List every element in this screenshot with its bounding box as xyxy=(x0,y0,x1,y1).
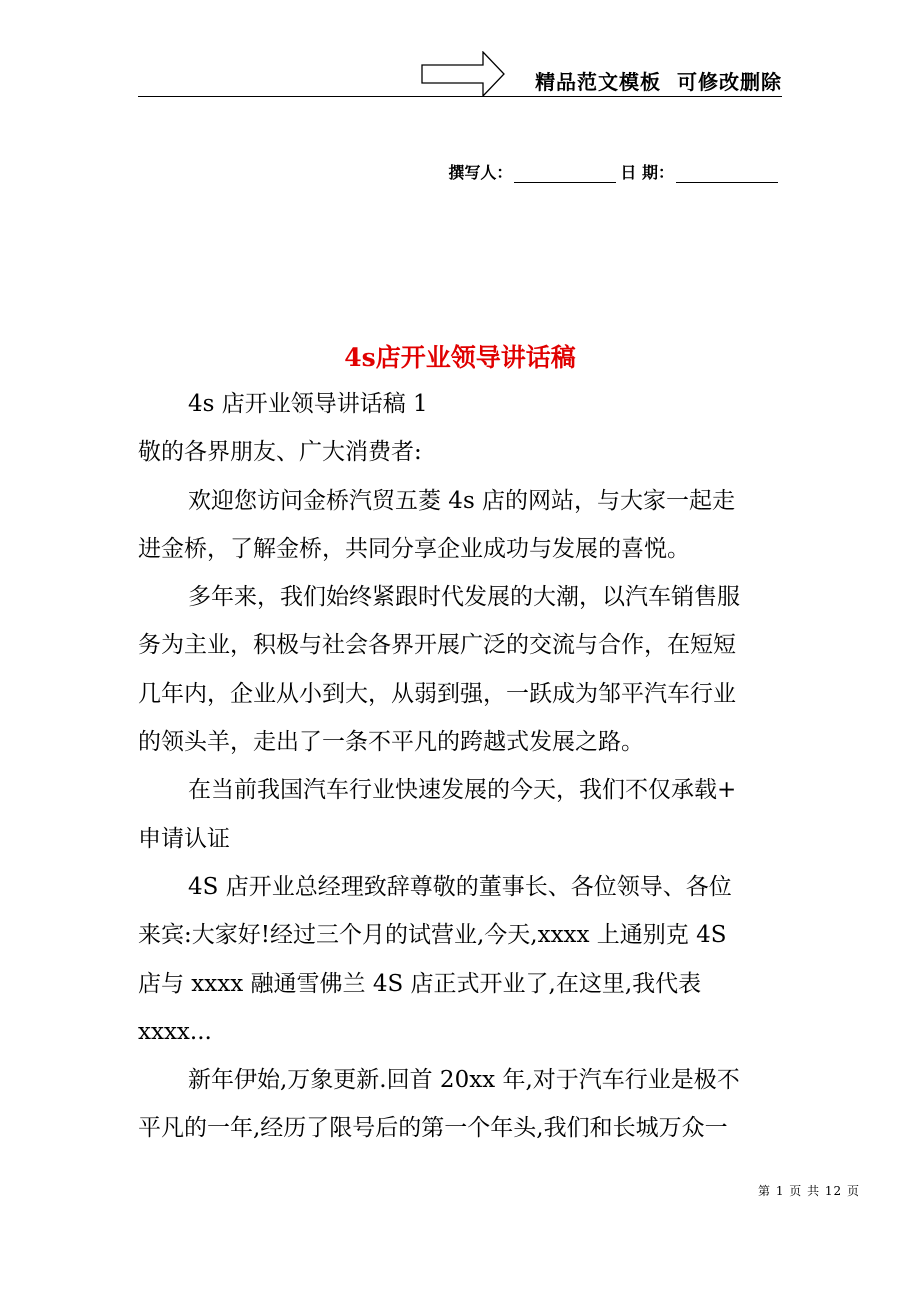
body-line: 的领头羊，走出了一条不平凡的跨越式发展之路。 xyxy=(138,729,644,756)
date-blank xyxy=(676,164,778,183)
body-line: 在当前我国汽车行业快速发展的今天，我们不仅承载+ xyxy=(188,777,737,804)
body-line: 店与 xxxx 融通雪佛兰 4S 店正式开业了,在这里,我代表 xyxy=(138,970,702,997)
document-title: 4s店开业领导讲话稿 xyxy=(344,343,576,372)
author-label: 撰写人： xyxy=(448,163,513,182)
body-line: 4s 店开业领导讲话稿 1 xyxy=(188,391,428,417)
body-line: 申请认证 xyxy=(138,825,230,852)
body-line: 欢迎您访问金桥汽贸五菱 4s 店的网站，与大家一起走 xyxy=(188,487,736,514)
body-line: 多年来，我们始终紧跟时代发展的大潮，以汽车销售服 xyxy=(188,584,740,611)
date-label: 日 期： xyxy=(620,163,674,182)
document-body xyxy=(138,380,783,1153)
page-footer: 第 1 页 共 12 页 xyxy=(758,1184,860,1198)
header-divider xyxy=(138,96,782,97)
arrow-icon xyxy=(421,51,505,97)
body-line: 4S 店开业总经理致辞尊敬的董事长、各位领导、各位 xyxy=(188,873,732,900)
body-line: 几年内，企业从小到大，从弱到强，一跃成为邹平汽车行业 xyxy=(138,680,736,707)
body-line: 务为主业，积极与社会各界开展广泛的交流与合作，在短短 xyxy=(138,632,736,659)
header-banner-text: 精品范文模板 可修改删除 xyxy=(535,70,782,94)
body-line: 进金桥，了解金桥，共同分享企业成功与发展的喜悦。 xyxy=(138,535,690,562)
body-line: xxxx... xyxy=(138,1018,212,1045)
body-line: 平凡的一年,经历了限号后的第一个年头,我们和长城万众一 xyxy=(138,1115,728,1142)
body-line: 新年伊始,万象更新.回首 20xx 年,对于汽车行业是极不 xyxy=(188,1067,740,1094)
body-line: 来宾:大家好!经过三个月的试营业,今天,xxxx 上通别克 4S xyxy=(138,922,727,949)
author-blank xyxy=(514,164,616,183)
body-line: 敬的各界朋友、广大消费者: xyxy=(138,439,422,466)
author-date-fields xyxy=(448,160,782,183)
